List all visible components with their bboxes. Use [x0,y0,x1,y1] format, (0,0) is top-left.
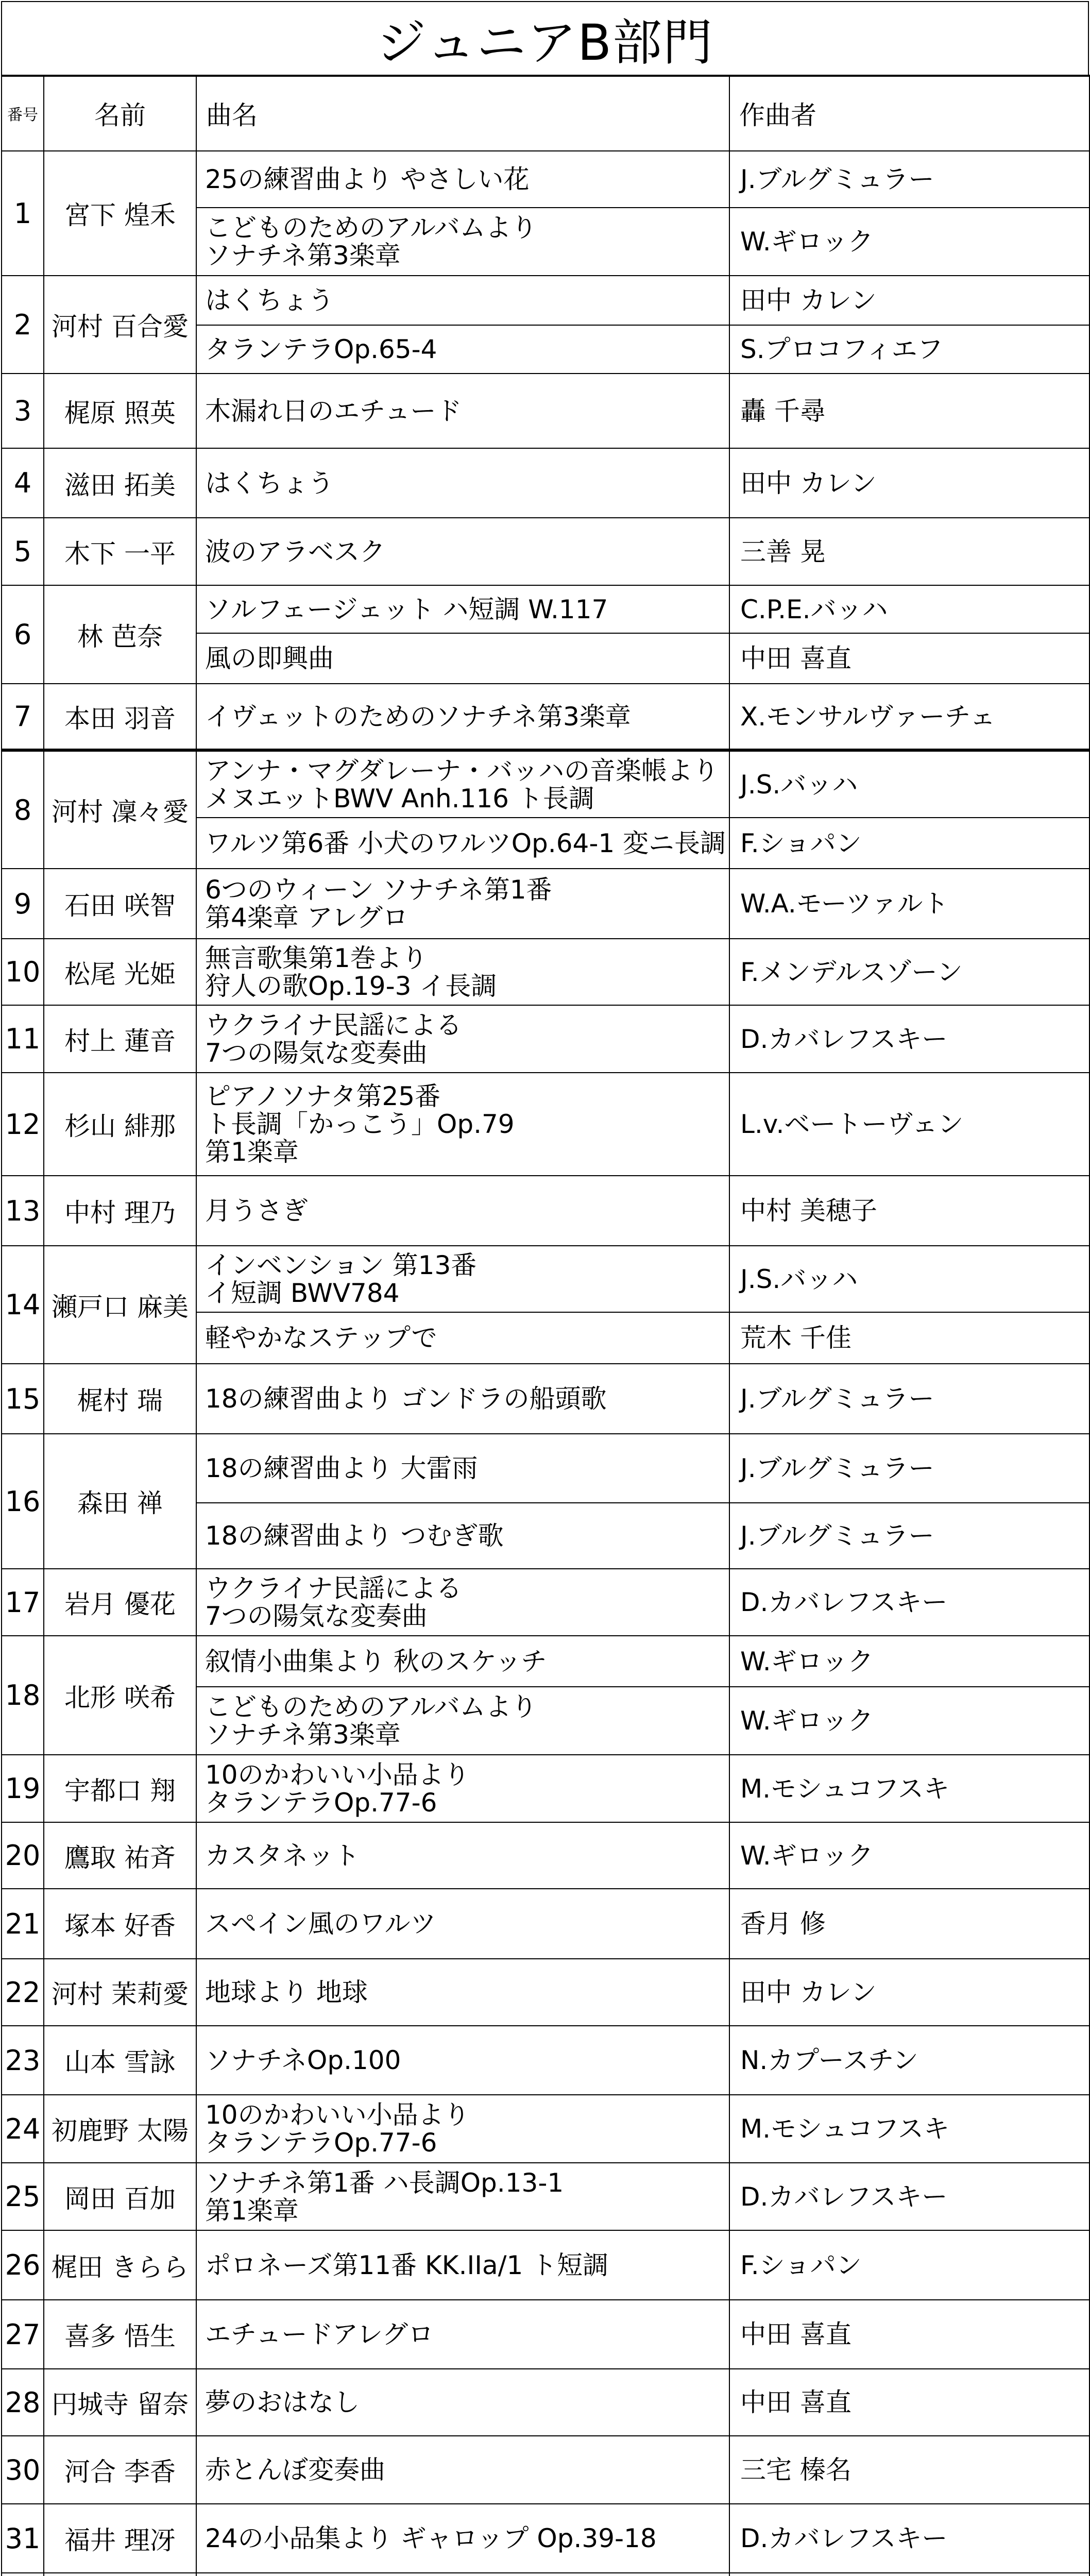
piece-title: 風の即興曲 [196,633,729,684]
composer-name: D.カバレフスキー [729,2504,1089,2573]
performer-name: 滋田 拓美 [44,448,196,518]
table-row [2,750,1089,818]
entry-number: 31 [2,2504,44,2573]
performer-name: 喜多 悟生 [44,2300,196,2369]
table-row [2,939,1089,1005]
piece-title: 無言歌集第1巻より 狩人の歌Op.19-3 イ長調 [196,939,729,1005]
entry-number [2,2573,44,2576]
piece-title: インベンション 第13番 イ短調 BWV784 [196,1246,729,1312]
composer-name: J.S.バッハ [729,1246,1089,1312]
piece-title: 叙情小曲集より 秋のスケッチ [196,1636,729,1687]
performer-name: 岡田 百加 [44,2163,196,2230]
piece-title: 6つのウィーン ソナチネ第1番 第4楽章 アレグロ [196,869,729,939]
table-row [2,2095,1089,2163]
composer-name: F.メンデルスゾーン [729,939,1089,1005]
piece-title: ウクライナ民謡による 7つの陽気な変奏曲 [196,1569,729,1636]
composer-name: 中田 喜直 [729,633,1089,684]
performer-name: 本田 羽音 [44,684,196,750]
composer-name: J.ブルグミュラー [729,1434,1089,1503]
table-row [2,1569,1089,1636]
performer-name: 河村 茉莉愛 [44,1959,196,2026]
performer-name: 梶原 照英 [44,374,196,448]
table-row [2,374,1089,448]
entry-number: 30 [2,2436,44,2504]
table-row [2,1959,1089,2026]
table-row [2,1636,1089,1687]
composer-name: W.ギロック [729,1822,1089,1889]
table-row [2,869,1089,939]
composer-name: W.ギロック [729,208,1089,276]
entry-number: 25 [2,2163,44,2230]
piece-title: スペイン風のワルツ [196,1889,729,1959]
piece-title: 18の練習曲より つむぎ歌 [196,1503,729,1569]
composer-name: 轟 千尋 [729,374,1089,448]
performer-name: 河村 凜々愛 [44,750,196,869]
entry-number: 17 [2,1569,44,1636]
performer-name: 林 芭奈 [44,585,196,684]
table-body [2,151,1089,2576]
piece-title: ウクライナ民謡による 7つの陽気な変奏曲 [196,1005,729,1073]
performer-name: 河合 李香 [44,2436,196,2504]
table-row [2,1073,1089,1176]
piece-title: ワルツ第6番 小犬のワルツOp.64-1 変ニ長調 [196,818,729,869]
performer-name: 木下 一平 [44,518,196,585]
piece-title: こどものためのアルバムより ソナチネ第3楽章 [196,208,729,276]
piece-title: 24の小品集より ギャロップ Op.39-18 [196,2504,729,2573]
piece-title: 夢のおはなし [196,2369,729,2436]
composer-name: M.モシュコフスキ [729,2095,1089,2163]
entry-number: 5 [2,518,44,585]
entry-number: 8 [2,750,44,869]
performer-name: 鷹取 祐斉 [44,1822,196,1889]
table-row [2,151,1089,208]
piece-title: ソルフェージェット ハ短調 W.117 [196,585,729,633]
header-num: 番号 [2,75,44,151]
table-row [2,2026,1089,2095]
composer-name: L.v.ベートーヴェン [729,1073,1089,1176]
page-title: ジュニアB部門 [1,1,1089,77]
piece-title: 10のかわいい小品より タランテラOp.77-6 [196,1755,729,1822]
composer-name: 田中 カレン [729,276,1089,325]
table-row [2,2163,1089,2230]
table-row [2,2504,1089,2573]
entry-number: 11 [2,1005,44,1073]
piece-title: はくちょう [196,448,729,518]
table-row [2,1889,1089,1959]
piece-title [196,2573,729,2576]
composer-name: W.ギロック [729,1636,1089,1687]
document [1,1,1089,2576]
table-row [2,2436,1089,2504]
entry-number: 9 [2,869,44,939]
piece-title: 10のかわいい小品より タランテラOp.77-6 [196,2095,729,2163]
piece-title: 軽やかなステップで [196,1312,729,1364]
performer-name: 宇都口 翔 [44,1755,196,1822]
composer-name [729,2573,1089,2576]
composer-name: F.ショパン [729,2230,1089,2300]
composer-name: D.カバレフスキー [729,1005,1089,1073]
piece-title: 赤とんぼ変奏曲 [196,2436,729,2504]
composer-name: 田中 カレン [729,448,1089,518]
performer-name: 松尾 光姫 [44,939,196,1005]
table-row [2,1434,1089,1503]
header-piece: 曲名 [196,75,729,151]
table-row [2,518,1089,585]
table-row [2,448,1089,518]
piece-title: 波のアラベスク [196,518,729,585]
performer-name: 石田 咲智 [44,869,196,939]
entry-number: 20 [2,1822,44,1889]
performer-name: 円城寺 留奈 [44,2369,196,2436]
composer-name: X.モンサルヴァーチェ [729,684,1089,750]
table-row [2,2230,1089,2300]
table-row [2,1755,1089,1822]
performer-name: 初鹿野 太陽 [44,2095,196,2163]
piece-title: 木漏れ日のエチュード [196,374,729,448]
entry-number: 26 [2,2230,44,2300]
performer-name: 瀬戸口 麻美 [44,1246,196,1364]
piece-title: ポロネーズ第11番 KK.IIa/1 ト短調 [196,2230,729,2300]
performer-name: 山本 雪詠 [44,2026,196,2095]
table-row [2,585,1089,633]
entry-number: 27 [2,2300,44,2369]
composer-name: 香月 修 [729,1889,1089,1959]
entry-number: 23 [2,2026,44,2095]
table-row [2,276,1089,325]
composer-name: 三善 晃 [729,518,1089,585]
table-row [2,2573,1089,2576]
entry-number: 21 [2,1889,44,1959]
table-row [2,684,1089,750]
performer-name: 梶村 瑞 [44,1364,196,1434]
performer-name: 福井 理冴 [44,2504,196,2573]
entry-number: 14 [2,1246,44,1364]
composer-name: J.ブルグミュラー [729,1364,1089,1434]
composer-name: J.ブルグミュラー [729,1503,1089,1569]
performer-name: 宮下 煌禾 [44,151,196,276]
piece-title: 月うさぎ [196,1176,729,1246]
entry-number: 6 [2,585,44,684]
composer-name: 荒木 千佳 [729,1312,1089,1364]
header-composer: 作曲者 [729,75,1089,151]
performer-name: 岩月 優花 [44,1569,196,1636]
table-row [2,2300,1089,2369]
entry-number: 4 [2,448,44,518]
entry-number: 18 [2,1636,44,1755]
entry-number: 15 [2,1364,44,1434]
header-row [2,75,1089,151]
composer-name: W.ギロック [729,1687,1089,1755]
composer-name: 中田 喜直 [729,2300,1089,2369]
entry-number: 16 [2,1434,44,1569]
piece-title: カスタネット [196,1822,729,1889]
composer-name: 中田 喜直 [729,2369,1089,2436]
table-row [2,1176,1089,1246]
entry-number: 28 [2,2369,44,2436]
piece-title: イヴェットのためのソナチネ第3楽章 [196,684,729,750]
entry-number: 24 [2,2095,44,2163]
piece-title: タランテラOp.65-4 [196,325,729,374]
performer-name: 森田 禅 [44,1434,196,1569]
composer-name: C.P.E.バッハ [729,585,1089,633]
performer-name: 塚本 好香 [44,1889,196,1959]
program-table [1,75,1090,2576]
table-row [2,2369,1089,2436]
piece-title: こどものためのアルバムより ソナチネ第3楽章 [196,1687,729,1755]
entry-number: 19 [2,1755,44,1822]
performer-name [44,2573,196,2576]
table-row [2,1364,1089,1434]
composer-name: D.カバレフスキー [729,2163,1089,2230]
composer-name: 田中 カレン [729,1959,1089,2026]
entry-number: 3 [2,374,44,448]
composer-name: D.カバレフスキー [729,1569,1089,1636]
performer-name: 村上 蓮音 [44,1005,196,1073]
piece-title: 18の練習曲より 大雷雨 [196,1434,729,1503]
performer-name: 中村 理乃 [44,1176,196,1246]
composer-name: J.ブルグミュラー [729,151,1089,208]
piece-title: ソナチネ第1番 ハ長調Op.13-1 第1楽章 [196,2163,729,2230]
piece-title: ソナチネOp.100 [196,2026,729,2095]
composer-name: 中村 美穂子 [729,1176,1089,1246]
piece-title: アンナ・マグダレーナ・バッハの音楽帳より メヌエットBWV Anh.116 ト長調 [196,750,729,818]
entry-number: 12 [2,1073,44,1176]
performer-name: 北形 咲希 [44,1636,196,1755]
table-row [2,1005,1089,1073]
header-name: 名前 [44,75,196,151]
performer-name: 河村 百合愛 [44,276,196,374]
piece-title: ピアノソナタ第25番 ト長調「かっこう」Op.79 第1楽章 [196,1073,729,1176]
performer-name: 杉山 緋那 [44,1073,196,1176]
entry-number: 10 [2,939,44,1005]
composer-name: S.プロコフィエフ [729,325,1089,374]
composer-name: W.A.モーツァルト [729,869,1089,939]
composer-name: 三宅 榛名 [729,2436,1089,2504]
composer-name: F.ショパン [729,818,1089,869]
piece-title: 25の練習曲より やさしい花 [196,151,729,208]
performer-name: 梶田 きらら [44,2230,196,2300]
table-row [2,1822,1089,1889]
entry-number: 2 [2,276,44,374]
piece-title: エチュードアレグロ [196,2300,729,2369]
composer-name: J.S.バッハ [729,750,1089,818]
piece-title: 地球より 地球 [196,1959,729,2026]
piece-title: 18の練習曲より ゴンドラの船頭歌 [196,1364,729,1434]
composer-name: M.モシュコフスキ [729,1755,1089,1822]
composer-name: N.カプースチン [729,2026,1089,2095]
table-row [2,1246,1089,1312]
entry-number: 22 [2,1959,44,2026]
piece-title: はくちょう [196,276,729,325]
entry-number: 1 [2,151,44,276]
entry-number: 7 [2,684,44,750]
entry-number: 13 [2,1176,44,1246]
